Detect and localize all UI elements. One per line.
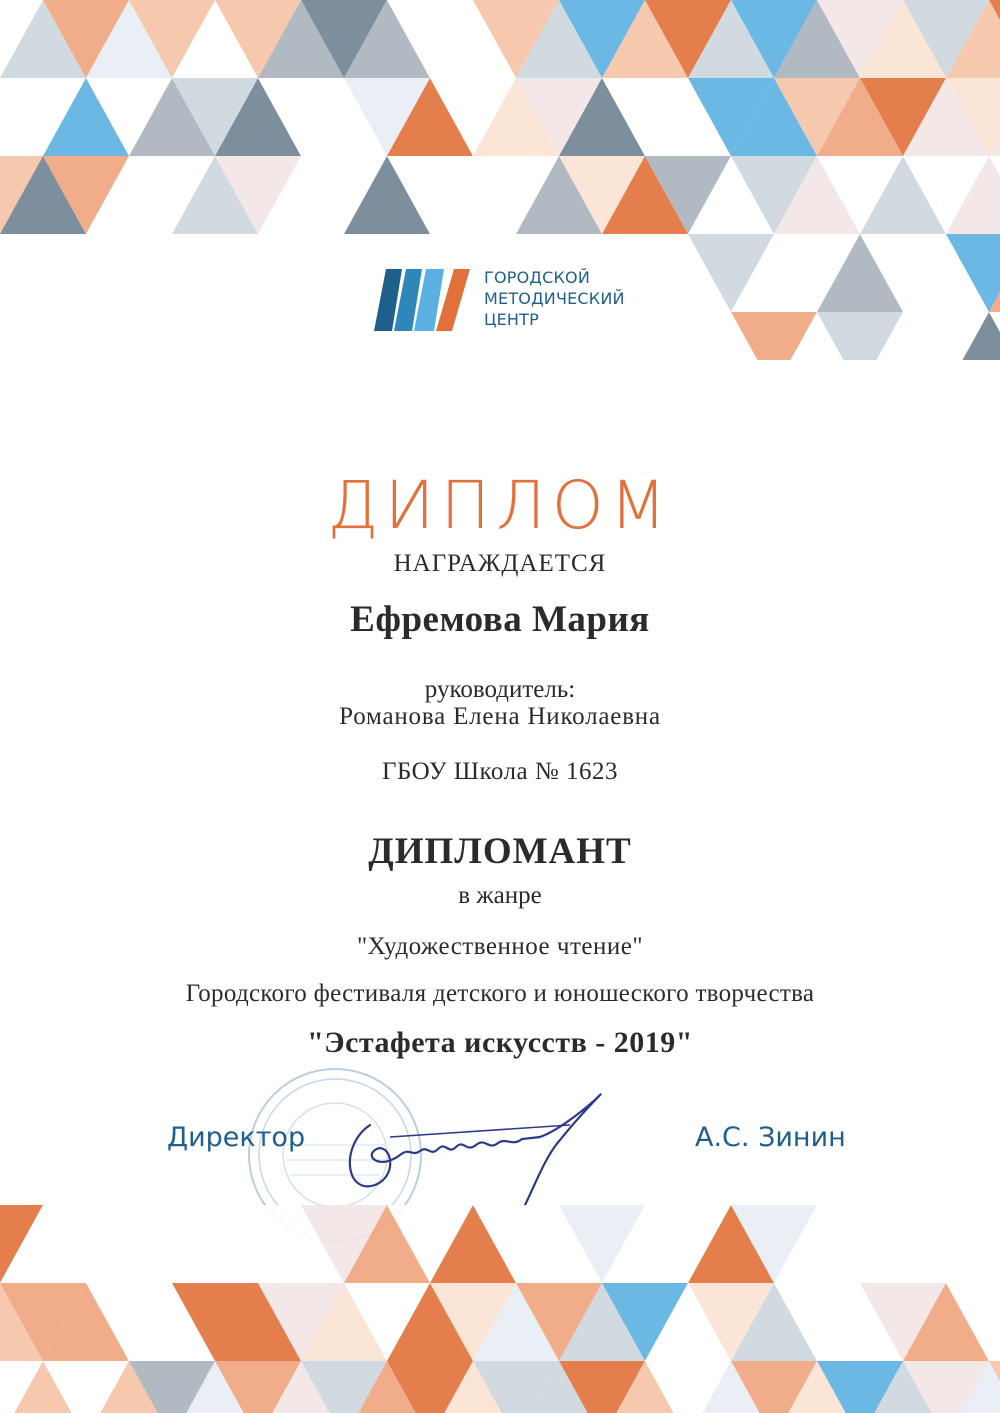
organization-logo: [372, 263, 662, 338]
bottom-triangle-pattern: [0, 1205, 1000, 1413]
director-signature: [330, 1085, 620, 1215]
signature-name: А.С. Зинин: [695, 1122, 846, 1153]
festival-description: Городского фестиваля детского и юношеского творчества: [185, 980, 815, 1007]
school-name: ГБОУ Школа № 1623: [382, 758, 618, 785]
genre-label: в жанре: [458, 882, 542, 909]
certificate-title: ДИПЛОМ: [327, 467, 673, 544]
logo-text-line1: ГОРОДСКОЙ: [484, 268, 590, 287]
genre-name: "Художественное чтение": [356, 933, 644, 960]
recipient-name: Ефремова Мария: [350, 599, 650, 640]
festival-name: "Эстафета искусств - 2019": [307, 1026, 693, 1059]
supervisor-label: руководитель:: [424, 676, 576, 703]
logo-text-line2: МЕТОДИЧЕСКИЙ: [484, 289, 625, 308]
bottom-triangle-pattern-svg: [0, 1205, 1000, 1413]
award-rank: ДИПЛОМАНТ: [368, 831, 632, 872]
signature-role: Директор: [167, 1122, 306, 1153]
logo-mark-icon: [372, 263, 472, 333]
supervisor-name: Романова Елена Николаевна: [339, 703, 661, 730]
logo-text-line3: ЦЕНТР: [484, 310, 539, 329]
logo-text: [484, 267, 625, 330]
awarded-label: НАГРАЖДАЕТСЯ: [393, 550, 607, 577]
